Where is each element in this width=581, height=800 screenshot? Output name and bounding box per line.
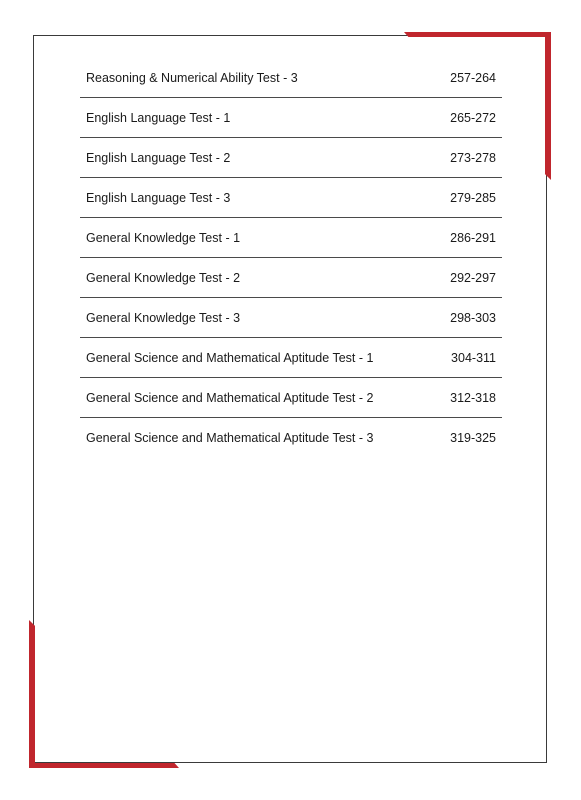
- toc-entry-title: English Language Test - 1: [86, 110, 231, 125]
- toc-entry-title: General Knowledge Test - 2: [86, 270, 241, 285]
- toc-entry-title: Reasoning & Numerical Ability Test - 3: [86, 70, 298, 85]
- toc-entry[interactable]: [80, 178, 502, 218]
- toc-entry-title: General Knowledge Test - 3: [86, 310, 241, 325]
- toc-entry[interactable]: [80, 218, 502, 258]
- toc-entry[interactable]: [80, 58, 502, 98]
- toc-entry[interactable]: [80, 418, 502, 458]
- toc-entry-title: General Knowledge Test - 1: [86, 230, 241, 245]
- toc-entry-pages: 319-325: [450, 431, 496, 445]
- toc-entry[interactable]: [80, 98, 502, 138]
- toc-entry-pages: 304-311: [451, 350, 496, 365]
- toc-entry-pages: 273-278: [450, 150, 496, 165]
- toc-entry-pages: 257-264: [450, 70, 496, 85]
- toc-entry-pages: 292-297: [450, 270, 496, 285]
- toc-entry-title: English Language Test - 2: [86, 150, 231, 165]
- toc-entry[interactable]: [80, 258, 502, 298]
- toc-entry-title: English Language Test - 3: [86, 190, 231, 205]
- toc-entry[interactable]: [80, 298, 502, 338]
- toc-entry-title: General Science and Mathematical Aptitude Test - 3: [86, 431, 374, 445]
- toc-entry[interactable]: [80, 338, 502, 378]
- corner-accent-bottom-left-horizontal: [29, 763, 179, 768]
- toc-entry-title: General Science and Mathematical Aptitude Test - 2: [86, 390, 374, 405]
- toc-entry-pages: 312-318: [450, 390, 496, 405]
- toc-entry-pages: 265-272: [450, 110, 496, 125]
- toc-entry[interactable]: [80, 378, 502, 418]
- corner-accent-top-right-horizontal: [404, 32, 551, 37]
- table-of-contents: [80, 58, 502, 458]
- corner-accent-bottom-left-vertical: [29, 620, 35, 768]
- toc-entry-pages: 279-285: [450, 190, 496, 205]
- corner-accent-top-right-vertical: [545, 32, 551, 180]
- toc-entry-pages: 286-291: [450, 230, 496, 245]
- toc-entry-pages: 298-303: [450, 310, 496, 325]
- toc-entry-title: General Science and Mathematical Aptitude Test - 1: [86, 350, 374, 365]
- toc-entry[interactable]: [80, 138, 502, 178]
